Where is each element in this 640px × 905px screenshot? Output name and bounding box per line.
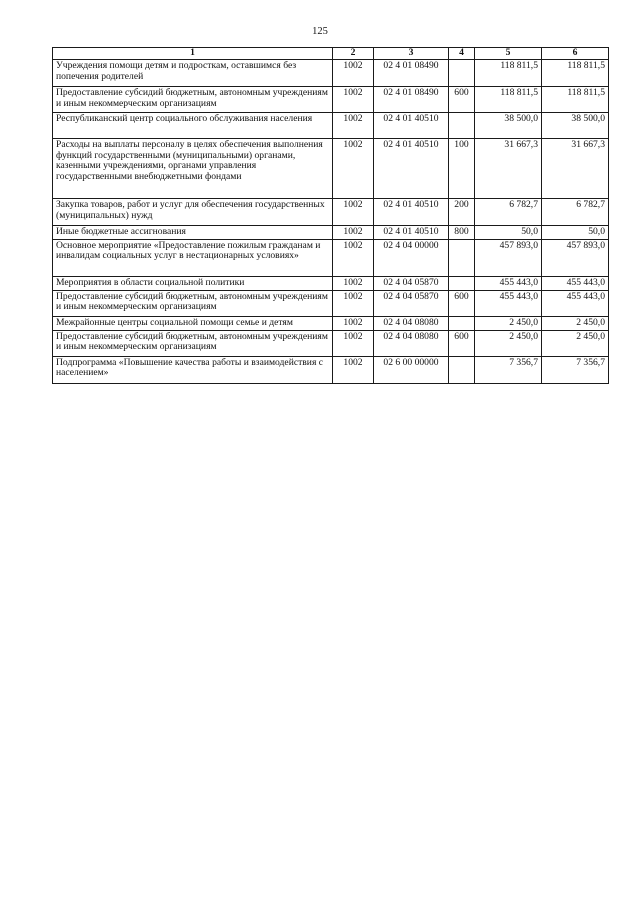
row-amount-col5: 38 500,0 [475,112,542,138]
header-col-6: 6 [542,48,609,60]
row-amount-col5: 118 811,5 [475,86,542,112]
row-target-code: 02 4 01 40510 [374,112,449,138]
table-row [53,316,609,330]
table-row [53,59,609,86]
row-section-code: 1002 [333,290,374,316]
row-amount-col5: 6 782,7 [475,198,542,225]
row-name: Мероприятия в области социальной политики [53,276,333,290]
row-amount-col5: 455 443,0 [475,276,542,290]
table-row [53,290,609,316]
row-expense-type [449,239,475,276]
budget-table [52,47,609,384]
table-row [53,198,609,225]
header-col-2: 2 [333,48,374,60]
row-target-code: 02 4 04 08080 [374,330,449,356]
row-target-code: 02 6 00 00000 [374,356,449,383]
row-amount-col6: 38 500,0 [542,112,609,138]
row-amount-col5: 118 811,5 [475,59,542,86]
table-header-row [53,48,609,60]
table-row [53,330,609,356]
table-row [53,356,609,383]
row-name: Учреждения помощи детям и подросткам, оставшимся без попечения родителей [53,59,333,86]
row-amount-col6: 457 893,0 [542,239,609,276]
row-expense-type: 200 [449,198,475,225]
row-section-code: 1002 [333,276,374,290]
table-row [53,225,609,239]
table-row [53,112,609,138]
row-amount-col6: 50,0 [542,225,609,239]
row-amount-col6: 31 667,3 [542,138,609,198]
row-target-code: 02 4 04 08080 [374,316,449,330]
row-target-code: 02 4 01 08490 [374,59,449,86]
row-section-code: 1002 [333,138,374,198]
row-target-code: 02 4 01 40510 [374,138,449,198]
row-amount-col5: 7 356,7 [475,356,542,383]
header-col-3: 3 [374,48,449,60]
row-section-code: 1002 [333,356,374,383]
row-amount-col5: 2 450,0 [475,316,542,330]
row-expense-type: 600 [449,86,475,112]
row-expense-type: 600 [449,290,475,316]
header-col-1: 1 [53,48,333,60]
row-expense-type [449,276,475,290]
row-name: Предоставление субсидий бюджетным, автономным учреждениям и иным некоммерческим организациям [53,290,333,316]
row-target-code: 02 4 04 05870 [374,276,449,290]
row-amount-col6: 455 443,0 [542,290,609,316]
row-amount-col5: 457 893,0 [475,239,542,276]
row-target-code: 02 4 01 40510 [374,225,449,239]
row-section-code: 1002 [333,59,374,86]
row-name: Республиканский центр социального обслуживания населения [53,112,333,138]
header-col-4: 4 [449,48,475,60]
row-amount-col6: 455 443,0 [542,276,609,290]
row-amount-col6: 118 811,5 [542,86,609,112]
row-expense-type: 600 [449,330,475,356]
table-row [53,276,609,290]
row-target-code: 02 4 04 00000 [374,239,449,276]
row-name: Межрайонные центры социальной помощи семье и детям [53,316,333,330]
row-expense-type: 100 [449,138,475,198]
row-target-code: 02 4 01 40510 [374,198,449,225]
row-target-code: 02 4 01 08490 [374,86,449,112]
row-amount-col6: 2 450,0 [542,330,609,356]
row-section-code: 1002 [333,330,374,356]
row-amount-col5: 31 667,3 [475,138,542,198]
row-name: Подпрограмма «Повышение качества работы и взаимодействия с населением» [53,356,333,383]
row-name: Предоставление субсидий бюджетным, автономным учреждениям и иным некоммерческим организациям [53,86,333,112]
row-section-code: 1002 [333,239,374,276]
row-section-code: 1002 [333,316,374,330]
row-name: Закупка товаров, работ и услуг для обеспечения государственных (муниципальных) нужд [53,198,333,225]
row-amount-col5: 2 450,0 [475,330,542,356]
table-row [53,138,609,198]
row-expense-type [449,356,475,383]
row-expense-type: 800 [449,225,475,239]
row-expense-type [449,59,475,86]
row-name: Иные бюджетные ассигнования [53,225,333,239]
row-expense-type [449,112,475,138]
header-col-5: 5 [475,48,542,60]
table-row [53,86,609,112]
row-section-code: 1002 [333,112,374,138]
table-row [53,239,609,276]
row-name: Расходы на выплаты персоналу в целях обеспечения выполнения функций государственными (муниципальными) органами, казенными учреждениями, органами управления государственными внебюджетными фондами [53,138,333,198]
page-number: 125 [312,26,328,37]
row-section-code: 1002 [333,86,374,112]
row-amount-col6: 2 450,0 [542,316,609,330]
row-name: Основное мероприятие «Предоставление пожилым гражданам и инвалидам социальных услуг в нестационарных условиях» [53,239,333,276]
row-amount-col6: 6 782,7 [542,198,609,225]
row-amount-col5: 50,0 [475,225,542,239]
row-section-code: 1002 [333,225,374,239]
row-amount-col5: 455 443,0 [475,290,542,316]
row-section-code: 1002 [333,198,374,225]
row-name: Предоставление субсидий бюджетным, автономным учреждениям и иным некоммерческим организациям [53,330,333,356]
row-amount-col6: 7 356,7 [542,356,609,383]
row-target-code: 02 4 04 05870 [374,290,449,316]
row-expense-type [449,316,475,330]
row-amount-col6: 118 811,5 [542,59,609,86]
